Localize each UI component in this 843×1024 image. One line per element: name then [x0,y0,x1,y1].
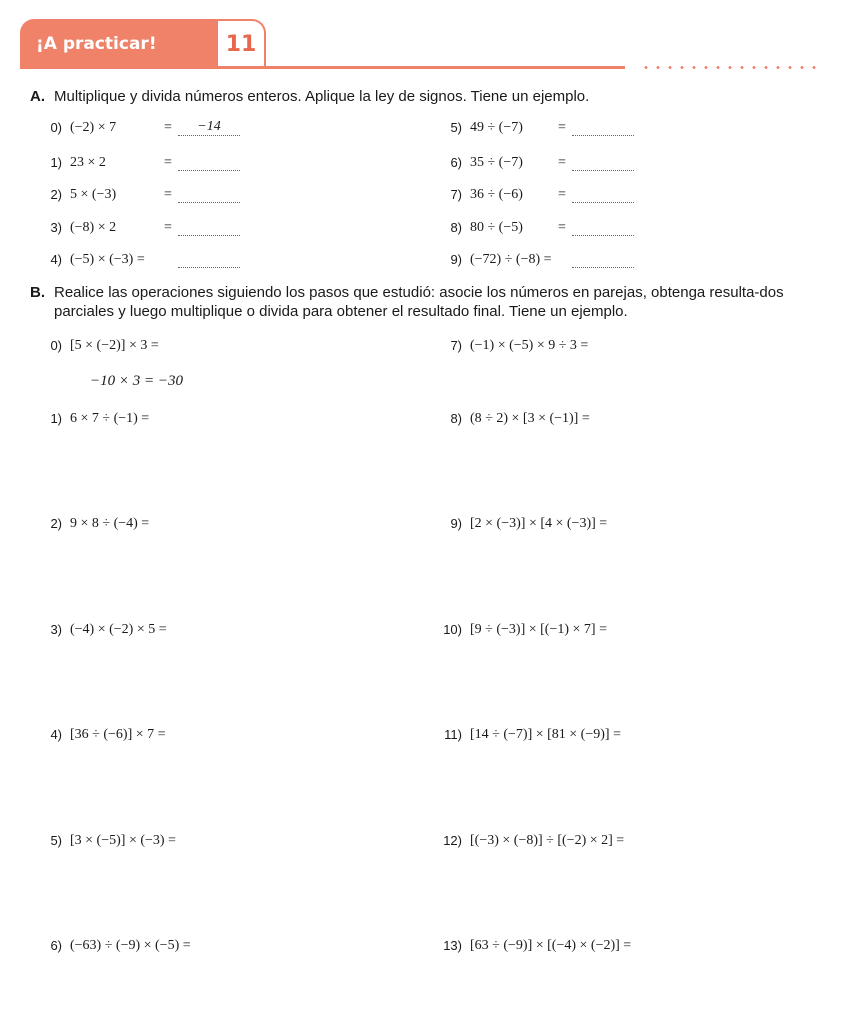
exercise-expression: 5 × (−3) [70,187,117,202]
equals-sign: = [164,220,172,235]
exercise-number: 1) [50,411,62,426]
exercise-expression: [14 ÷ (−7)] × [81 × (−9)] = [470,727,621,742]
exercise-expression: [5 × (−2)] × 3 = [70,338,159,353]
equals-sign: = [164,187,172,202]
exercise-expression: [3 × (−5)] × (−3) = [70,833,176,848]
exercise-expression: [63 ÷ (−9)] × [(−4) × (−2)] = [470,938,632,953]
section-b-letter: B. [30,284,45,301]
exercise-expression: (−1) × (−5) × 9 ÷ 3 = [470,338,589,353]
exercise-number: 4) [50,252,62,267]
page-title: ¡A practicar! [20,19,218,69]
equals-sign: = [164,155,172,170]
exercise-number: 12) [443,833,462,848]
section-a-text: Multiplique y divida números enteros. Aplique la ley de signos. Tiene un ejemplo. [54,88,590,105]
answer-blank[interactable] [572,220,634,236]
example-answer: −10 × 3 = −30 [90,373,183,389]
equals-sign: = [558,120,566,135]
exercise-number: 2) [50,187,62,202]
exercise-number: 9) [450,252,462,267]
exercise-expression: 6 × 7 ÷ (−1) = [70,411,150,426]
answer-blank[interactable] [178,187,240,203]
answer-blank[interactable] [572,120,634,136]
section-a-letter: A. [30,88,45,105]
section-b-text: Realice las operaciones siguiendo los pasos que estudió: asocie los números en parejas, obtenga resulta-dos parciales y luego multiplique o divida para obtener el resultado final. Tiene un ejemplo. [54,284,784,320]
equals-sign: = [558,155,566,170]
exercise-expression: 36 ÷ (−6) [470,187,523,202]
exercise-number: 4) [50,727,62,742]
answer-blank[interactable] [572,252,634,268]
exercise-number: 7) [450,187,462,202]
exercise-number: 13) [443,938,462,953]
exercise-number: 0) [50,338,62,353]
exercise-number: 6) [50,938,62,953]
exercise-expression: [9 ÷ (−3)] × [(−1) × 7] = [470,622,607,637]
exercise-number: 8) [450,220,462,235]
exercise-number: 7) [450,338,462,353]
exercise-expression: 23 × 2 [70,155,106,170]
header [20,19,257,69]
exercise-expression: 49 ÷ (−7) [470,120,523,135]
exercise-number: 9) [450,516,462,531]
exercise-expression: [(−3) × (−8)] ÷ [(−2) × 2] = [470,833,625,848]
exercise-number: 5) [450,120,462,135]
exercise-expression: (−4) × (−2) × 5 = [70,622,167,637]
lesson-number: 11 [216,19,266,69]
exercise-number: 10) [443,622,462,637]
equals-sign: = [558,187,566,202]
exercise-expression: (−8) × 2 [70,220,117,235]
exercise-number: 0) [50,120,62,135]
exercise-expression: 35 ÷ (−7) [470,155,523,170]
answer-blank[interactable]: −14 [178,120,240,136]
answer-blank[interactable] [572,187,634,203]
answer-blank[interactable] [178,252,240,268]
section-b-instruction [30,283,814,321]
exercise-expression: (−63) ÷ (−9) × (−5) = [70,938,191,953]
exercise-expression: (−72) ÷ (−8) = [470,252,552,267]
exercise-number: 3) [50,622,62,637]
equals-sign: = [558,220,566,235]
exercise-number: 5) [50,833,62,848]
answer-blank[interactable] [178,220,240,236]
exercise-expression: [36 ÷ (−6)] × 7 = [70,727,166,742]
answer-blank[interactable] [178,155,240,171]
exercise-number: 8) [450,411,462,426]
exercise-number: 2) [50,516,62,531]
exercise-expression: 9 × 8 ÷ (−4) = [70,516,150,531]
exercise-expression: 80 ÷ (−5) [470,220,523,235]
exercise-expression: (8 ÷ 2) × [3 × (−1)] = [470,411,590,426]
exercise-expression: (−5) × (−3) = [70,252,145,267]
exercise-number: 1) [50,155,62,170]
header-dotted-divider [640,66,823,69]
exercise-expression: (−2) × 7 [70,120,117,135]
section-a-instruction [30,87,589,106]
equals-sign: = [164,120,172,135]
exercise-number: 11) [444,727,462,742]
answer-blank[interactable] [572,155,634,171]
exercise-number: 3) [50,220,62,235]
exercise-number: 6) [450,155,462,170]
header-divider [20,66,625,69]
exercise-expression: [2 × (−3)] × [4 × (−3)] = [470,516,608,531]
